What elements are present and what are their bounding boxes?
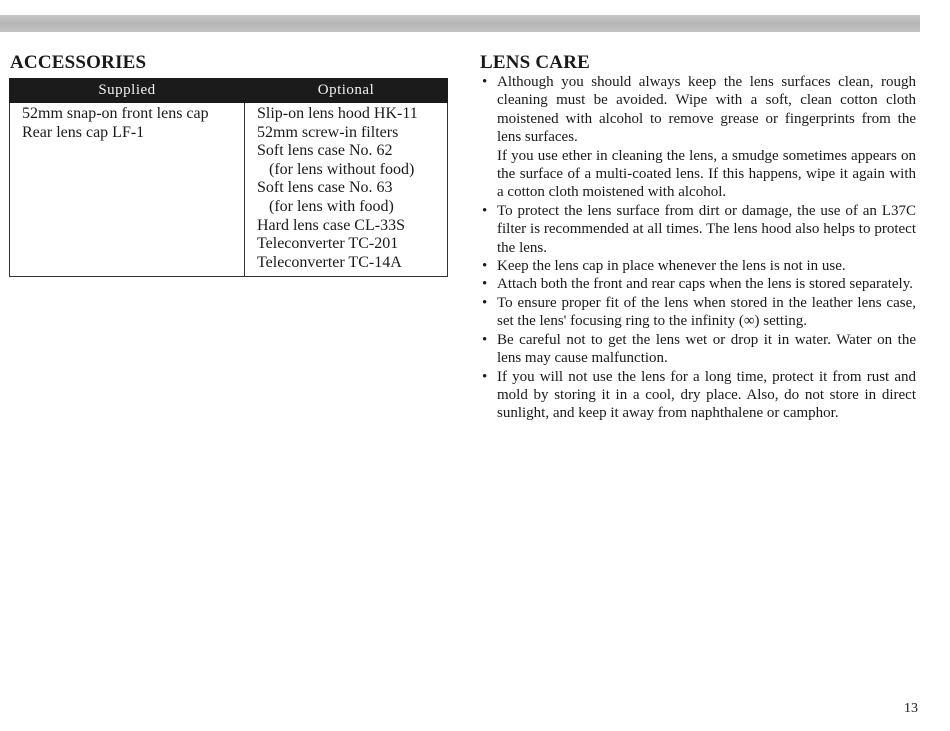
optional-items-cell xyxy=(245,103,448,277)
bullet-icon: • xyxy=(482,74,488,90)
lens-care-item xyxy=(480,202,916,257)
optional-item: Teleconverter TC-201 xyxy=(257,235,399,253)
lens-care-paragraph: Be careful not to get the lens wet or drop it in water. Water on the lens may cause malfunction. xyxy=(497,331,916,367)
lens-care-paragraph: Keep the lens cap in place whenever the lens is not in use. xyxy=(497,258,846,275)
supplied-item: Rear lens cap LF-1 xyxy=(22,123,145,141)
lens-care-item xyxy=(480,257,916,275)
lens-care-paragraph: To protect the lens surface from dirt or damage, the use of an L37C filter is recommended at all times. The lens hood also helps to protect the lens. xyxy=(497,202,916,256)
optional-item: 52mm screw-in filters xyxy=(257,123,399,141)
bullet-icon: • xyxy=(482,331,488,348)
lens-care-item xyxy=(480,331,916,368)
supplied-item: 52mm snap-on front lens cap xyxy=(22,105,209,122)
lens-care-item xyxy=(480,294,916,331)
lens-care-paragraph: If you will not use the lens for a long time, protect it from rust and mold by storing it in a cool, dry place. Also, do not store in direct sunlight, and keep it away from naphthalene or camphor. xyxy=(497,368,916,422)
bullet-icon: • xyxy=(482,294,488,311)
lens-care-item xyxy=(480,73,916,202)
optional-item: Slip-on lens hood HK-11 xyxy=(257,105,418,122)
lens-care-item xyxy=(480,275,916,293)
optional-item: Soft lens case No. 62 xyxy=(257,142,393,160)
optional-item-note: (for lens with food) xyxy=(269,197,394,215)
header-band xyxy=(0,15,920,32)
optional-item: Soft lens case No. 63 xyxy=(257,179,393,197)
page-number: 13 xyxy=(904,701,918,716)
accessories-table xyxy=(9,78,448,277)
lens-care-paragraph: Attach both the front and rear caps when the lens is stored separately. xyxy=(497,276,913,293)
optional-item: Teleconverter TC-14A xyxy=(257,253,402,271)
lens-care-list xyxy=(480,73,916,423)
bullet-icon: • xyxy=(482,258,488,275)
supplied-items-cell xyxy=(10,103,245,277)
bullet-icon: • xyxy=(482,368,488,385)
lens-care-item xyxy=(480,368,916,423)
accessories-table-header-row xyxy=(10,79,448,103)
optional-column-header: Optional xyxy=(245,79,448,103)
bullet-icon: • xyxy=(482,202,488,219)
accessories-table-body-row xyxy=(10,103,448,277)
accessories-heading: ACCESSORIES xyxy=(10,52,147,73)
lens-care-paragraph: If you use ether in cleaning the lens, a smudge sometimes appears on the surface of a multi-coated lens. If this happens, wipe it again with a cotton cloth moistened with alcohol. xyxy=(497,147,916,201)
optional-item-note: (for lens without food) xyxy=(269,160,415,178)
optional-item: Hard lens case CL-33S xyxy=(257,216,405,234)
lens-care-paragraph: Although you should always keep the lens surfaces clean, rough cleaning must be avoided. Wipe with a soft, clean cotton cloth moistened with alcohol to remove grease or fingerprints from the lens surfaces. xyxy=(497,74,916,146)
lens-care-heading: LENS CARE xyxy=(480,52,591,73)
bullet-icon: • xyxy=(482,276,488,293)
supplied-column-header: Supplied xyxy=(10,79,245,103)
lens-care-paragraph: To ensure proper fit of the lens when stored in the leather lens case, set the lens' focusing ring to the infinity (∞) setting. xyxy=(497,294,916,330)
